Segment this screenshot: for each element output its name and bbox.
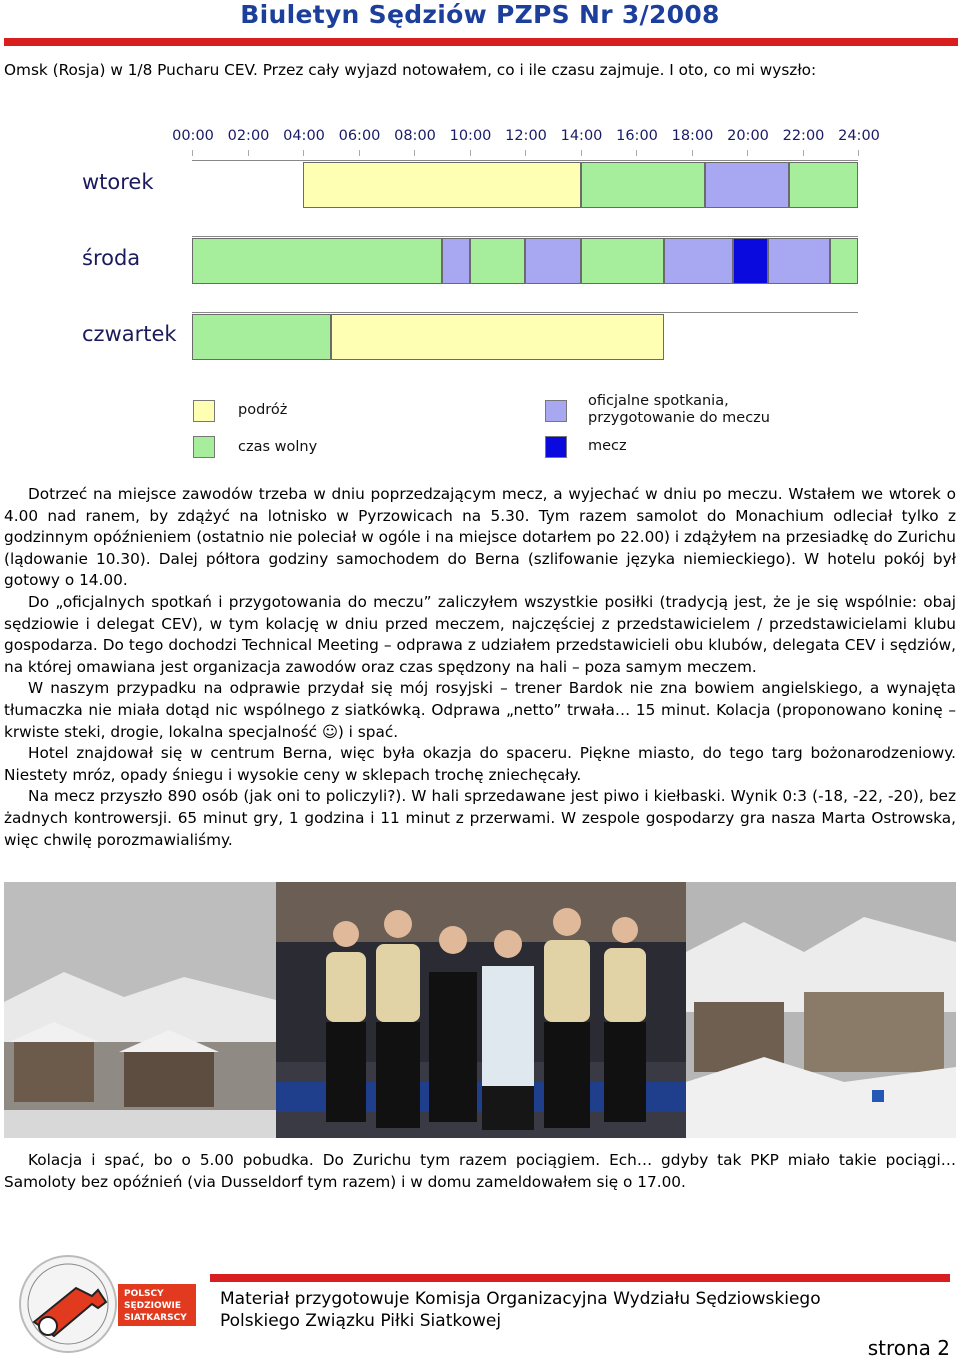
schedule-bar-free (192, 314, 331, 360)
legend-swatch-travel (193, 400, 215, 422)
schedule-bar-match (733, 238, 768, 284)
time-tick (692, 150, 693, 156)
paragraph-3: W naszym przypadku na odprawie przydał się mój rosyjski – trener Bardok nie zna bowiem angielskiego, a wynajęta tłumaczka nie miała dotąd nic wspólnego z siatkówką. Odprawa „netto” trwała… 15 minut. Kolacja (proponowano koninę – krwiste steki, drogie, lokalna specjalność ☺) i spać. (4, 679, 956, 741)
paragraph-1: Dotrzeć na miejsce zawodów trzeba w dniu poprzedzającym mecz, a wyjechać w dniu po meczu. Wstałem we wtorek o 4.00 nad ranem, by zdążyć na lotnisko w Pyrzowicach na 5.30. Tym razem samolot do Monachium odleciał tylko z godzinnym opóźnieniem (ostatnio nie poleciał w ogóle i na miejsce dotarłem po 22.00) i zdążyłem na przesiadkę do Zurichu (lądowanie 10.30). Dalej półtora godziny samochodem do Berna (szlifowanie języka niemieckiego). W hotelu pokój był gotowy o 14.00. (4, 485, 956, 590)
intro-text: Omsk (Rosja) w 1/8 Pucharu CEV. Przez cały wyjazd notowałem, co i ile czasu zajmuje. I oto, co mi wyszło: (4, 61, 817, 79)
logo-text-line1: POLSCY (124, 1289, 164, 1299)
schedule-bar-official (768, 238, 830, 284)
intro-paragraph (4, 60, 956, 82)
pss-logo (6, 1244, 196, 1356)
day-row-rule (192, 312, 858, 313)
time-label: 02:00 (227, 128, 270, 144)
schedule-bar-official (664, 238, 733, 284)
schedule-bar-official (525, 238, 581, 284)
time-label: 04:00 (283, 128, 325, 144)
group-photo (4, 882, 956, 1138)
day-label: środa (82, 246, 141, 270)
whistle-logo-icon (6, 1244, 196, 1356)
time-tick (747, 150, 748, 156)
time-label: 12:00 (505, 128, 547, 144)
footer-line-2: Polskiego Związku Piłki Siatkowej (220, 1311, 502, 1331)
time-tick (803, 150, 804, 156)
schedule-bar-free (830, 238, 858, 284)
paragraph-2: Do „oficjalnych spotkań i przygotowania do meczu” zaliczyłem wszystkie posiłki (tradycją jest, że je się wspólnie: obaj sędziowie i delegat CEV), w tym kolację w dniu przed meczem, najczęściej z przedstawicielem / przedstawicielami klubu gospodarza. Do tego dochodzi Technical Meeting – odprawa z udziałem przedstawicieli obu klubów, delegata CEV i sędziów, na której omawiana jest organizacja zawodów oraz czas spędzony na hali – poza samym meczem. (4, 592, 956, 676)
time-tick (470, 150, 471, 156)
legend-swatch-match (545, 436, 567, 458)
day-label: czwartek (82, 322, 177, 346)
schedule-bar-travel (303, 162, 581, 208)
time-tick (192, 150, 193, 156)
time-label: 22:00 (782, 128, 825, 144)
caption-text: Kolacja i spać, bo o 5.00 pobudka. Do Zurichu tym razem pociągiem. Ech… gdyby tak PKP miało takie pociągi… Samoloty bez opóźnień (via Dusseldorf tym razem) i w domu zameldowałem się o 17.00. (4, 1151, 956, 1191)
schedule-bar-official (442, 238, 470, 284)
logo-text-line2: SĘDZIOWIE (124, 1301, 182, 1311)
time-label: 20:00 (727, 128, 769, 144)
footer-line-1: Materiał przygotowuje Komisja Organizacyjna Wydziału Sędziowskiego (220, 1289, 821, 1309)
legend-swatch-free (193, 436, 215, 458)
time-label: 16:00 (616, 128, 658, 144)
schedule-gantt-chart (0, 120, 960, 470)
legend-label-travel: podróż (238, 402, 288, 418)
time-tick (525, 150, 526, 156)
page-title: Biuletyn Sędziów PZPS Nr 3/2008 (240, 0, 720, 29)
article-body (4, 484, 956, 851)
schedule-bar-official (705, 162, 788, 208)
schedule-bar-free (789, 162, 858, 208)
time-tick (248, 150, 249, 156)
header-rule (4, 38, 958, 46)
paragraph-4: Hotel znajdował się w centrum Berna, więc była okazja do spaceru. Piękne miasto, do tego targ bożonarodzeniowy. Niestety mróz, opady śniegu i wysokie ceny w sklepach trochę zniechęcały. (4, 744, 956, 784)
day-label: wtorek (82, 170, 154, 194)
logo-text-line3: SIATKARSCY (124, 1313, 187, 1323)
page-number: strona 2 (867, 1336, 950, 1360)
time-tick (303, 150, 304, 156)
time-label: 06:00 (338, 128, 381, 144)
schedule-bar-free (470, 238, 526, 284)
time-tick (636, 150, 637, 156)
paragraph-5: Na mecz przyszło 890 osób (jak oni to policzyli?). W hali sprzedawane jest piwo i kiełbaski. Wynik 0:3 (-18, -22, -20), bez żadnych kontrowersji. 65 minut gry, 1 godzina i 11 minut z przerwami. W zespole gospodarzy gra nasza Marta Ostrowska, więc chwilę porozmawialiśmy. (4, 787, 956, 849)
day-row-rule (192, 236, 858, 237)
footer-credits (220, 1288, 821, 1332)
time-label: 24:00 (838, 128, 880, 144)
legend-label-free: czas wolny (238, 439, 318, 455)
schedule-bar-free (192, 238, 442, 284)
legend-swatch-official (545, 400, 567, 422)
time-label: 00:00 (172, 128, 214, 144)
time-tick (581, 150, 582, 156)
photo-illustration (4, 882, 956, 1138)
time-label: 08:00 (394, 128, 436, 144)
time-label: 10:00 (449, 128, 492, 144)
time-tick (359, 150, 360, 156)
footer-rule (210, 1274, 950, 1282)
time-tick (414, 150, 415, 156)
schedule-bar-free (581, 162, 706, 208)
schedule-bar-travel (331, 314, 664, 360)
legend-label-official: oficjalne spotkania, przygotowanie do meczu (588, 393, 770, 426)
caption-paragraph (4, 1150, 956, 1193)
schedule-bar-free (581, 238, 664, 284)
legend-label-match: mecz (588, 438, 627, 454)
time-label: 14:00 (560, 128, 603, 144)
time-label: 18:00 (671, 128, 714, 144)
time-tick (858, 150, 859, 156)
day-row-rule (192, 160, 858, 161)
